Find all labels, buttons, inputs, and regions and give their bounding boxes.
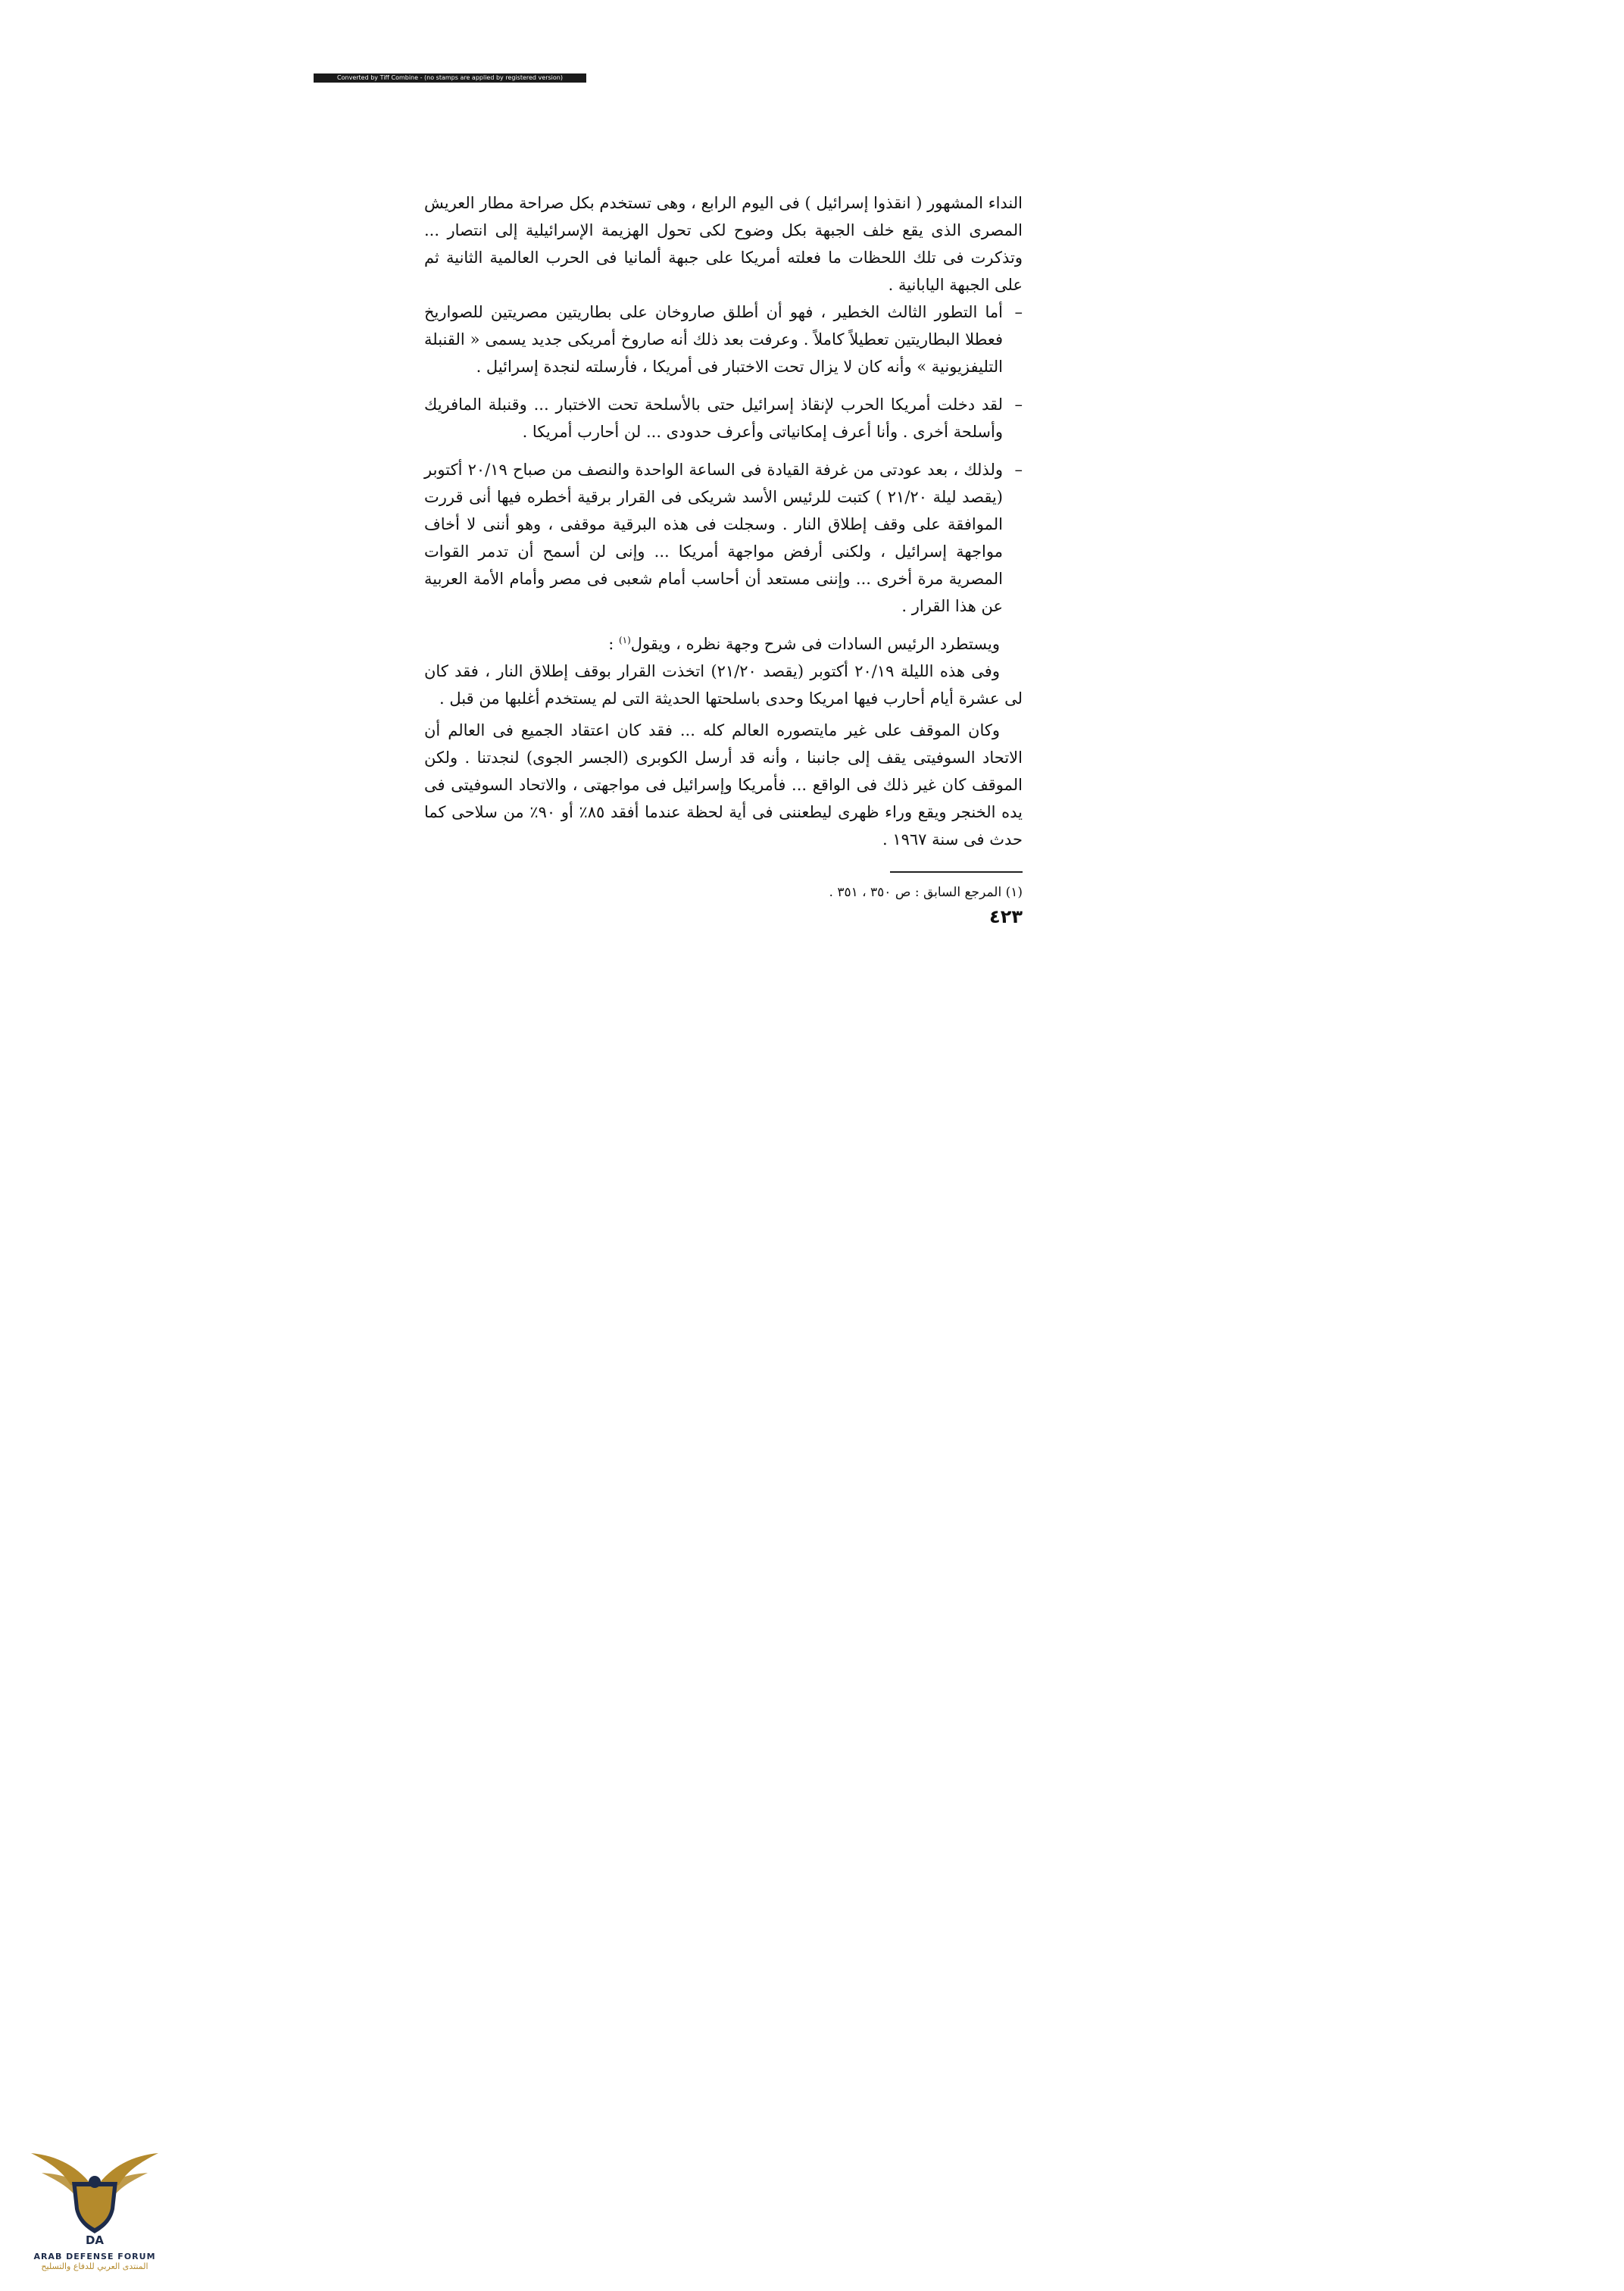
bullet-paragraph-1 [424,298,1023,380]
book-page [424,189,1023,930]
bullet-text-3: ولذلك ، بعد عودتى من غرفة القيادة فى الساعة الواحدة والنصف من صباح ٢٠/١٩ أكتوبر (يقصد ليلة ٢١/٢٠ ) كتبت للرئيس الأسد شريكى فى القرار برقية أخطره فيها أنى قررت الموافقة على وقف إطلاق النار . وسجلت فى هذه البرقية موقفى ، وهو أننى لا أخاف مواجهة إسرائيل ، ولكنى أرفض مواجهة أمريكا ... وإنى لن أسمح أن تدمر القوات المصرية مرة أخرى ... وإننى مستعد أن أحاسب أمام شعبى فى مصر وأمام الأمة العربية عن هذا القرار . [424,461,1003,615]
paragraph-ceasefire-decision: وفى هذه الليلة ٢٠/١٩ أكتوبر (يقصد ٢١/٢٠) اتخذت القرار بوقف إطلاق النار ، فقد كان لى عشرة أيام أحارب فيها امريكا وحدى باسلحتها الحديثة التى لم يستخدم أغلبها من قبل . [424,662,1023,708]
bullet-text-1: أما التطور الثالث الخطير ، فهو أن أطلق صاروخان على بطاريتين مصريتين للصواريخ فعطلا البطاريتين تعطيلاً كاملاً . وعرفت بعد ذلك أنه صاروخ أمريكى جديد يسمى « القنبلة التليفزيونية » وأنه كان لا يزال تحت الاختبار فى أمريكا ، فأرسلته لنجدة إسرائيل . [424,303,1003,376]
footnote: (١) المرجع السابق : ص ٣٥٠ ، ٣٥١ . [829,885,1023,900]
bullet-paragraph-3 [424,456,1023,620]
page-number: ٤٢٣ [989,906,1023,927]
footnote-divider [890,871,1023,873]
logo-subtitle: المنتدى العربي للدفاع والتسليح [41,2261,148,2271]
dash-marker: – [1014,461,1023,479]
logo-title: ARAB DEFENSE FORUM [33,2252,156,2261]
arab-defense-forum-logo [15,2136,174,2288]
bullet-text-2: لقد دخلت أمريكا الحرب لإنقاذ إسرائيل حتى بالأسلحة تحت الاختبار ... وقنبلة المافريك وأسلحة أخرى . وأنا أعرف إمكانياتى وأعرف حدودى ... لن أحارب أمريكا . [424,395,1003,441]
paragraph-sadat-intro-text: ويستطرد الرئيس السادات فى شرح وجهة نظره ، ويقول [630,635,1000,653]
converter-banner: Converted by Tiff Combine - (no stamps are applied by registered version) [314,73,586,83]
dash-marker: – [1014,303,1023,321]
paragraph-sadat-intro-end: : [608,635,619,653]
paragraph-world-situation: وكان الموقف على غير مايتصوره العالم كله ... فقد كان اعتقاد الجميع فى العالم أن الاتحاد السوفيتى يقف إلى جانبنا ، وأنه قد أرسل الكوبرى (الجسر الجوى) لنجدتنا . ولكن الموقف كان غير ذلك فى الواقع ... فأمريكا وإسرائيل فى مواجهتى ، والاتحاد السوفيتى فى يده الخنجر ويقع وراء ظهرى ليطعننى فى أية لحظة عندما أفقد ٨٥٪ أو ٩٠٪ من سلاحى كما حدث فى سنة ١٩٦٧ . [424,721,1023,849]
logo-mark: DA [85,2233,105,2247]
paragraph-sadat-intro [424,630,1023,658]
paragraph-continuation: النداء المشهور ( انقذوا إسرائيل ) فى اليوم الرابع ، وهى تستخدم بكل صراحة مطار العريش المصرى الذى يقع خلف الجبهة بكل وضوح لكى تحول الهزيمة الإسرائيلية إلى انتصار ... وتذكرت فى تلك اللحظات ما فعلته أمريكا على جبهة ألمانيا فى الحرب العالمية الثانية ثم على الجبهة اليابانية . [424,194,1023,294]
eagle-emblem-icon [27,2136,163,2250]
bullet-paragraph-2 [424,391,1023,445]
dash-marker: – [1014,395,1023,414]
footnote-reference: (١) [618,635,631,645]
